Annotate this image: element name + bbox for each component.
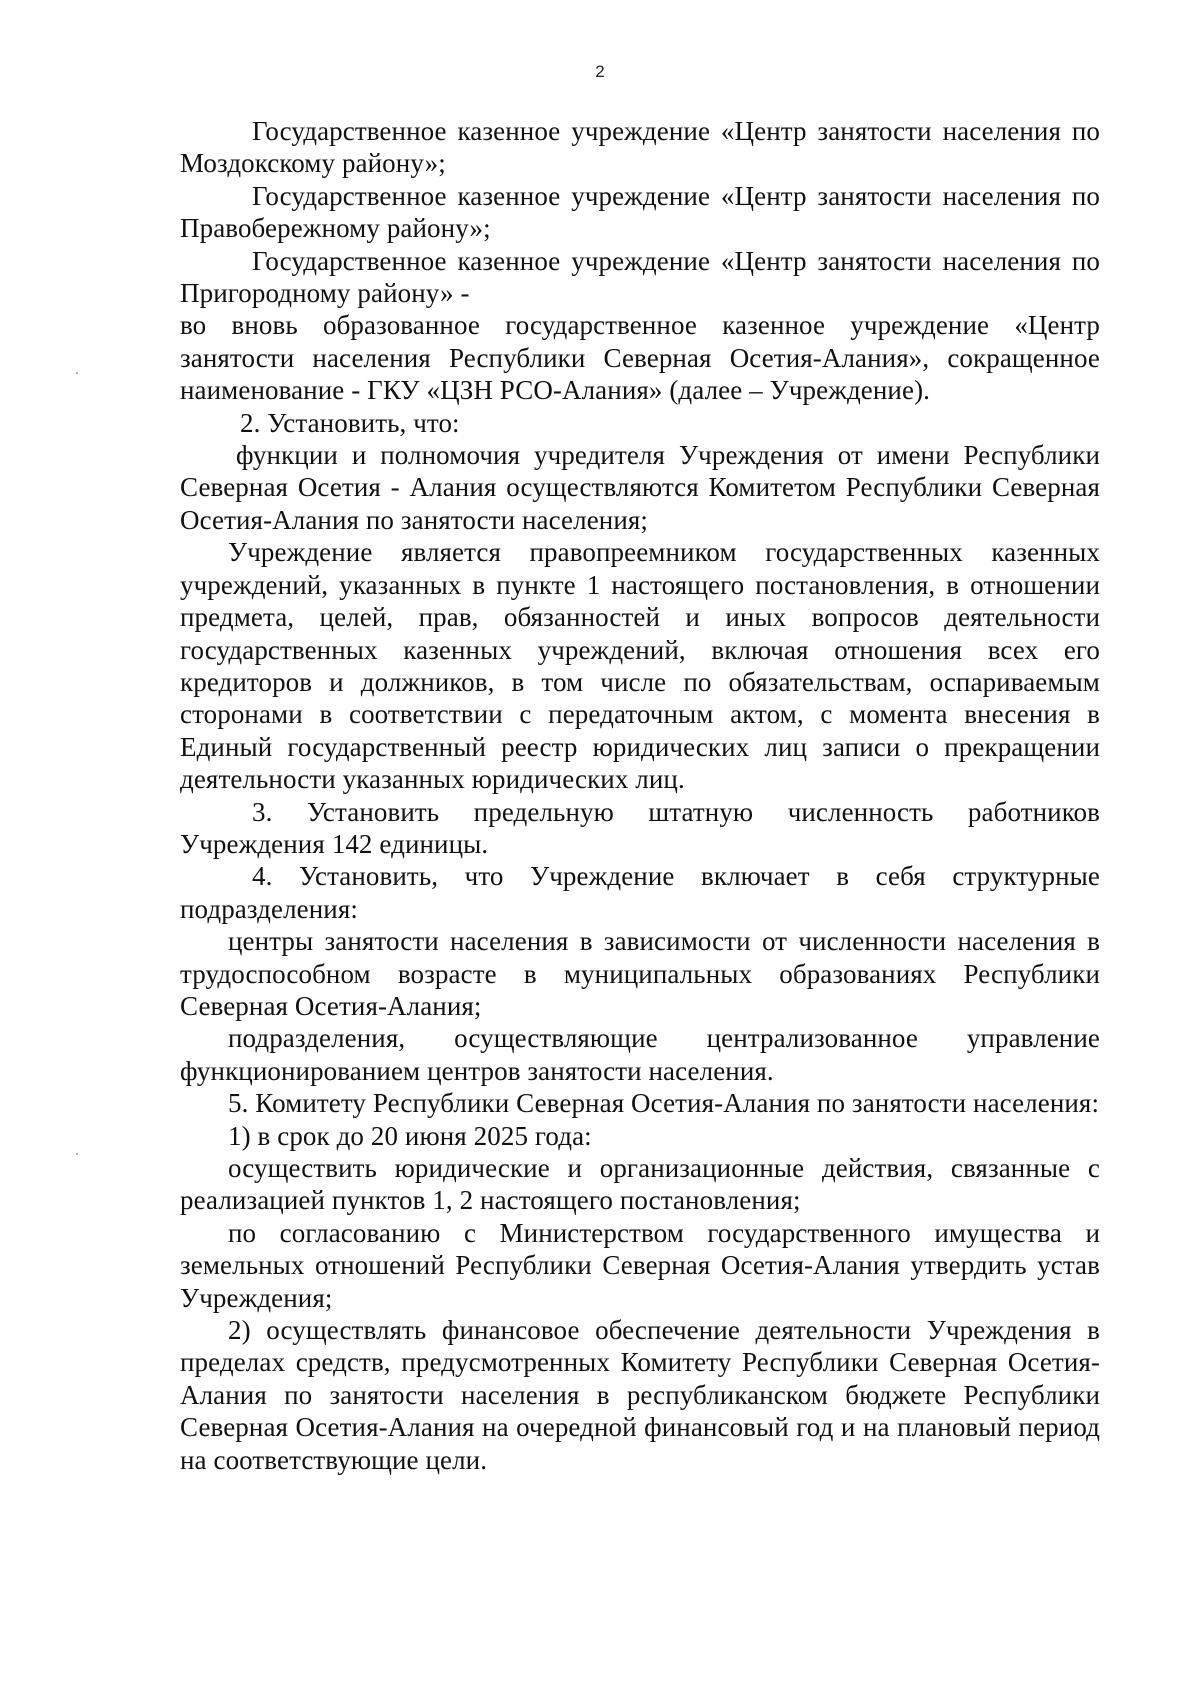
paragraph-institution-mozdok: Государственное казенное учреждение «Центр занятости населения по Моздокскому району»;: [180, 116, 1100, 179]
paragraph-management-units: подразделения, осуществляющие централизованное управление функционированием центров занятости населения.: [180, 1023, 1100, 1086]
paragraph-new-institution: во вновь образованное государственное казенное учреждение «Центр занятости населения Республики Северная Осетия-Алания», сокращенное наименование - ГКУ «ЦЗН РСО-Алания» (далее – Учреждение).: [180, 310, 1100, 406]
paragraph-financing: 2) осуществлять финансовое обеспечение деятельности Учреждения в пределах средств, предусмотренных Комитету Республики Северная Осетия-Алания по занятости населения в республиканском бюджете Республики Северная Осетия-Алания на очередной финансовый год и на плановый период на соответствующие цели.: [180, 1315, 1100, 1475]
paragraph-institution-prigorodny: Государственное казенное учреждение «Центр занятости населения по Пригородному району» -: [180, 245, 1100, 309]
document-body: [180, 115, 1100, 1476]
scan-speck: [76, 1153, 78, 1155]
paragraph-clause-5-committee: 5. Комитету Республики Северная Осетия-Алания по занятости населения:: [228, 1088, 1100, 1119]
paragraph-clause-4-structure: 4. Установить, что Учреждение включает в себя структурные подразделения:: [180, 861, 1100, 924]
paragraph-clause-2-heading: 2. Установить, что:: [240, 407, 460, 438]
scan-speck: [76, 372, 78, 374]
page-number: 2: [595, 62, 605, 81]
paragraph-employment-centers: центры занятости населения в зависимости от численности населения в трудоспособном возрасте в муниципальных образованиях Республики Северная Осетия-Алания;: [180, 926, 1100, 1021]
paragraph-clause-3-staff: 3. Установить предельную штатную численность работников Учреждения 142 единицы.: [180, 796, 1100, 859]
paragraph-deadline: 1) в срок до 20 июня 2025 года:: [228, 1120, 592, 1151]
paragraph-institution-pravoberezhny: Государственное казенное учреждение «Центр занятости населения по Правобережному району»;: [180, 180, 1100, 244]
paragraph-founder-functions: функции и полномочия учредителя Учреждения от имени Республики Северная Осетия - Алания осуществляются Комитетом Республики Северная Осетия-Алания по занятости населения;: [180, 440, 1100, 535]
paragraph-legal-actions: осуществить юридические и организационные действия, связанные с реализацией пунктов 1, 2 настоящего постановления;: [180, 1153, 1100, 1216]
paragraph-legal-successor: Учреждение является правопреемником государственных казенных учреждений, указанных в пункте 1 настоящего постановления, в отношении предмета, целей, прав, обязанностей и иных вопросов деятельности государственных казенных учреждений, включая отношения всех его кредиторов и должников, в том числе по обязательствам, оспариваемым сторонами в соответствии с передаточным актом, с момента внесения в Единый государственный реестр юридических лиц записи о прекращении деятельности указанных юридических лиц.: [180, 537, 1100, 795]
paragraph-charter-approval: по согласованию с Министерством государственного имущества и земельных отношений Республики Северная Осетия-Алания утвердить устав Учреждения;: [180, 1217, 1100, 1313]
